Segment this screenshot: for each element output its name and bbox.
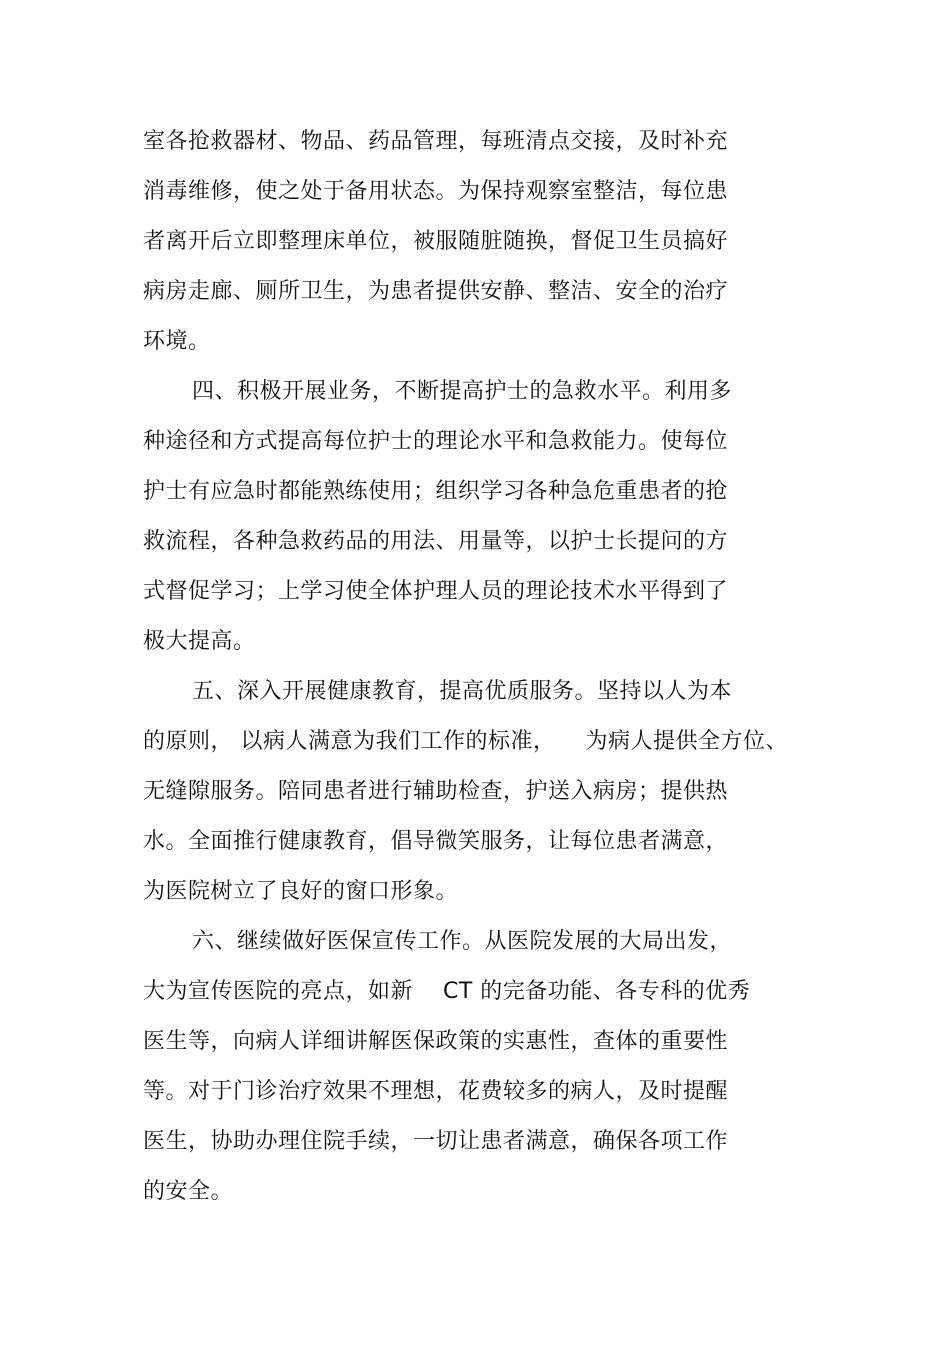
text-line: 大为宣传医院的亮点，如新 CT 的完备功能、各专科的优秀 [143, 979, 751, 1004]
text-line: 环境。 [143, 329, 211, 354]
text-line: 极大提高。 [143, 629, 256, 654]
text-line: 病房走廊、厕所卫生，为患者提供安静、整洁、安全的治疗 [143, 279, 729, 304]
text-line: 消毒维修，使之处于备用状态。为保持观察室整洁，每位患 [143, 179, 729, 204]
text-line: 者离开后立即整理床单位，被服随脏随换，督促卫生员搞好 [143, 229, 729, 254]
text-line: 无缝隙服务。陪同患者进行辅助检查，护送入病房；提供热 [143, 779, 729, 804]
text-line: 护士有应急时都能熟练使用；组织学习各种急危重患者的抢 [143, 479, 729, 504]
text-line: 种途径和方式提高每位护士的理论水平和急救能力。使每位 [143, 429, 729, 454]
text-line: 式督促学习；上学习使全体护理人员的理论技术水平得到了 [143, 579, 729, 604]
text-line: 等。对于门诊治疗效果不理想，花费较多的病人，及时提醒 [143, 1079, 729, 1104]
paragraph-heading-line: 六、继续做好医保宣传工作。从医院发展的大局出发， [192, 929, 733, 954]
text-line: 的原则， 以病人满意为我们工作的标准， 为病人提供全方位、 [143, 729, 788, 754]
paragraph-heading-line: 五、深入开展健康教育，提高优质服务。坚持以人为本 [192, 679, 733, 704]
text-line: 医生等，向病人详细讲解医保政策的实惠性，查体的重要性 [143, 1029, 729, 1054]
text-line: 为医院树立了良好的窗口形象。 [143, 879, 459, 904]
text-line: 医生，协助办理住院手续，一切让患者满意，确保各项工作 [143, 1129, 729, 1154]
text-line: 救流程，各种急救药品的用法、用量等，以护士长提问的方 [143, 529, 729, 554]
text-line: 的安全。 [143, 1179, 234, 1204]
text-line: 室各抢救器材、物品、药品管理，每班清点交接，及时补充 [143, 129, 729, 154]
text-line: 水。全面推行健康教育，倡导微笑服务，让每位患者满意， [143, 829, 729, 854]
paragraph-heading-line: 四、积极开展业务，不断提高护士的急救水平。利用多 [192, 379, 733, 404]
